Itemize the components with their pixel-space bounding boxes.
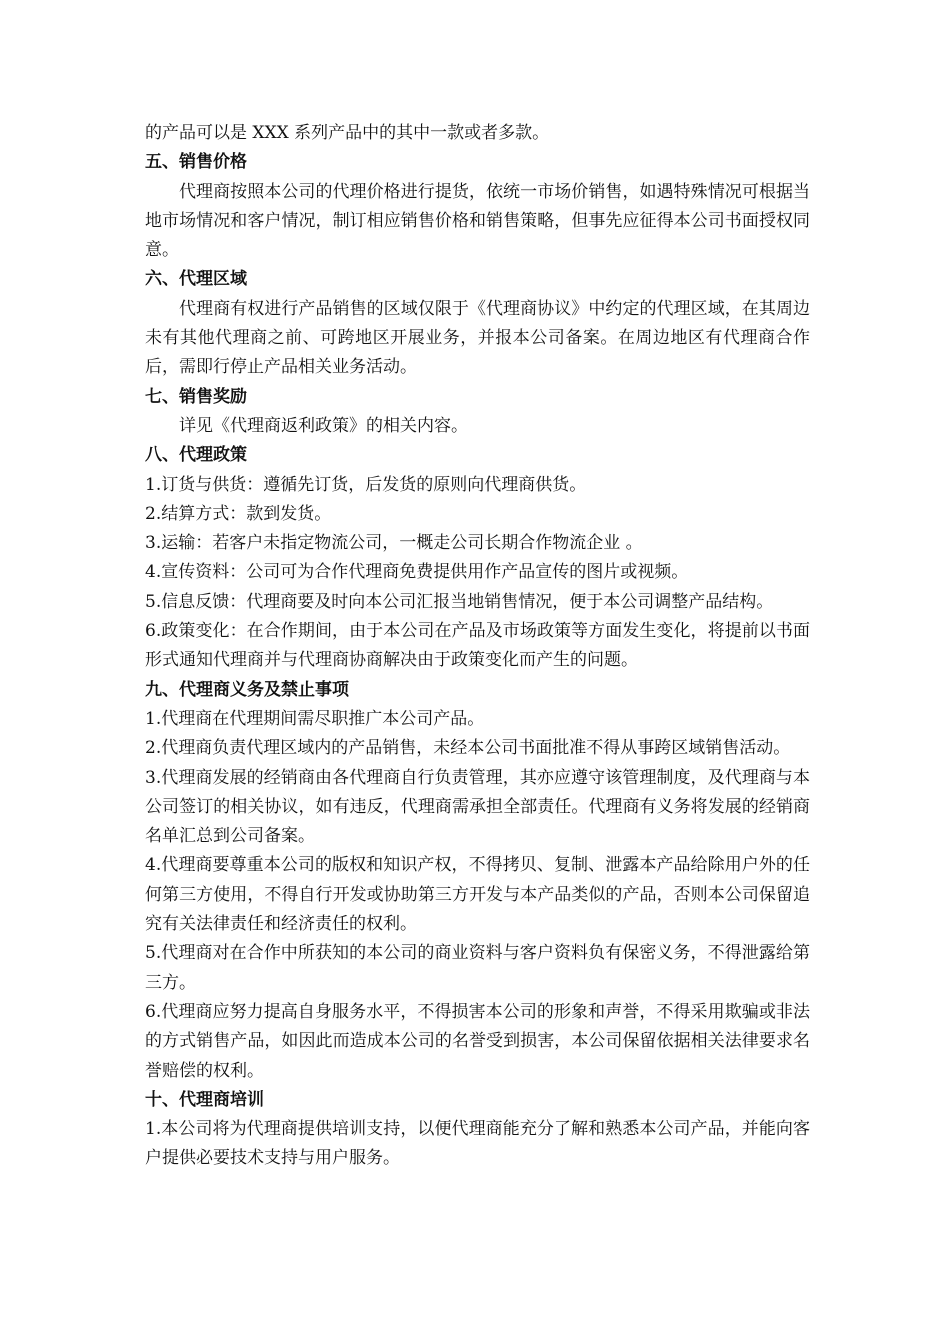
list-item-obligation-5: 5.代理商对在合作中所获知的本公司的商业资料与客户资料负有保密义务，不得泄露给第三方。: [145, 943, 810, 993]
paragraph-agency-region: 代理商有权进行产品销售的区域仅限于《代理商协议》中约定的代理区域，在其周边未有其他代理商之前、可跨地区开展业务，并报本公司备案。在周边地区有代理商合作后，需即行停止产品相关业务活动。: [145, 298, 810, 378]
heading-sales-price: 五、销售价格: [145, 152, 247, 173]
list-item-policy-5: 5.信息反馈：代理商要及时向本公司汇报当地销售情况，便于本公司调整产品结构。: [145, 591, 774, 612]
paragraph-sales-reward: 详见《代理商返利政策》的相关内容。: [179, 415, 468, 436]
list-item-policy-4: 4.宣传资料：公司可为合作代理商免费提供用作产品宣传的图片或视频。: [145, 562, 689, 583]
list-item-obligation-6: 6.代理商应努力提高自身服务水平，不得损害本公司的形象和声誉，不得采用欺骗或非法的方式销售产品，如因此而造成本公司的名誉受到损害，本公司保留依据相关法律要求名誉赔偿的权利。: [145, 1001, 810, 1081]
document-page: [145, 119, 810, 1174]
list-item-training-1: 1.本公司将为代理商提供培训支持，以便代理商能充分了解和熟悉本公司产品，并能向客户提供必要技术支持与用户服务。: [145, 1119, 810, 1169]
heading-agent-training: 十、代理商培训: [145, 1089, 264, 1110]
heading-sales-reward: 七、销售奖励: [145, 386, 247, 407]
heading-agency-region: 六、代理区域: [145, 269, 247, 290]
paragraph-intro: 的产品可以是 XXX 系列产品中的其中一款或者多款。: [145, 123, 550, 143]
heading-agent-obligations: 九、代理商义务及禁止事项: [145, 679, 349, 700]
list-item-obligation-1: 1.代理商在代理期间需尽职推广本公司产品。: [145, 708, 485, 729]
list-item-obligation-4: 4.代理商要尊重本公司的版权和知识产权，不得拷贝、复制、泄露本产品给除用户外的任何第三方使用，不得自行开发或协助第三方开发与本产品类似的产品，否则本公司保留追究有关法律责任和经济责任的权利。: [145, 855, 810, 935]
list-item-policy-6: 6.政策变化：在合作期间，由于本公司在产品及市场政策等方面发生变化，将提前以书面形式通知代理商并与代理商协商解决由于政策变化而产生的问题。: [145, 621, 810, 671]
list-item-obligation-3: 3.代理商发展的经销商由各代理商自行负责管理，其亦应遵守该管理制度，及代理商与本公司签订的相关协议，如有违反，代理商需承担全部责任。代理商有义务将发展的经销商名单汇总到公司备案。: [145, 767, 810, 847]
list-item-policy-2: 2.结算方式：款到发货。: [145, 503, 332, 524]
list-item-policy-3: 3.运输：若客户未指定物流公司，一概走公司长期合作物流企业 。: [145, 533, 643, 554]
list-item-obligation-2: 2.代理商负责代理区域内的产品销售，未经本公司书面批准不得从事跨区域销售活动。: [145, 738, 791, 759]
heading-agency-policy: 八、代理政策: [145, 445, 247, 466]
paragraph-sales-price: 代理商按照本公司的代理价格进行提货，依统一市场价销售，如遇特殊情况可根据当地市场情况和客户情况，制订相应销售价格和销售策略，但事先应征得本公司书面授权同意。: [145, 181, 810, 261]
list-item-policy-1: 1.订货与供货：遵循先订货，后发货的原则向代理商供货。: [145, 474, 587, 495]
